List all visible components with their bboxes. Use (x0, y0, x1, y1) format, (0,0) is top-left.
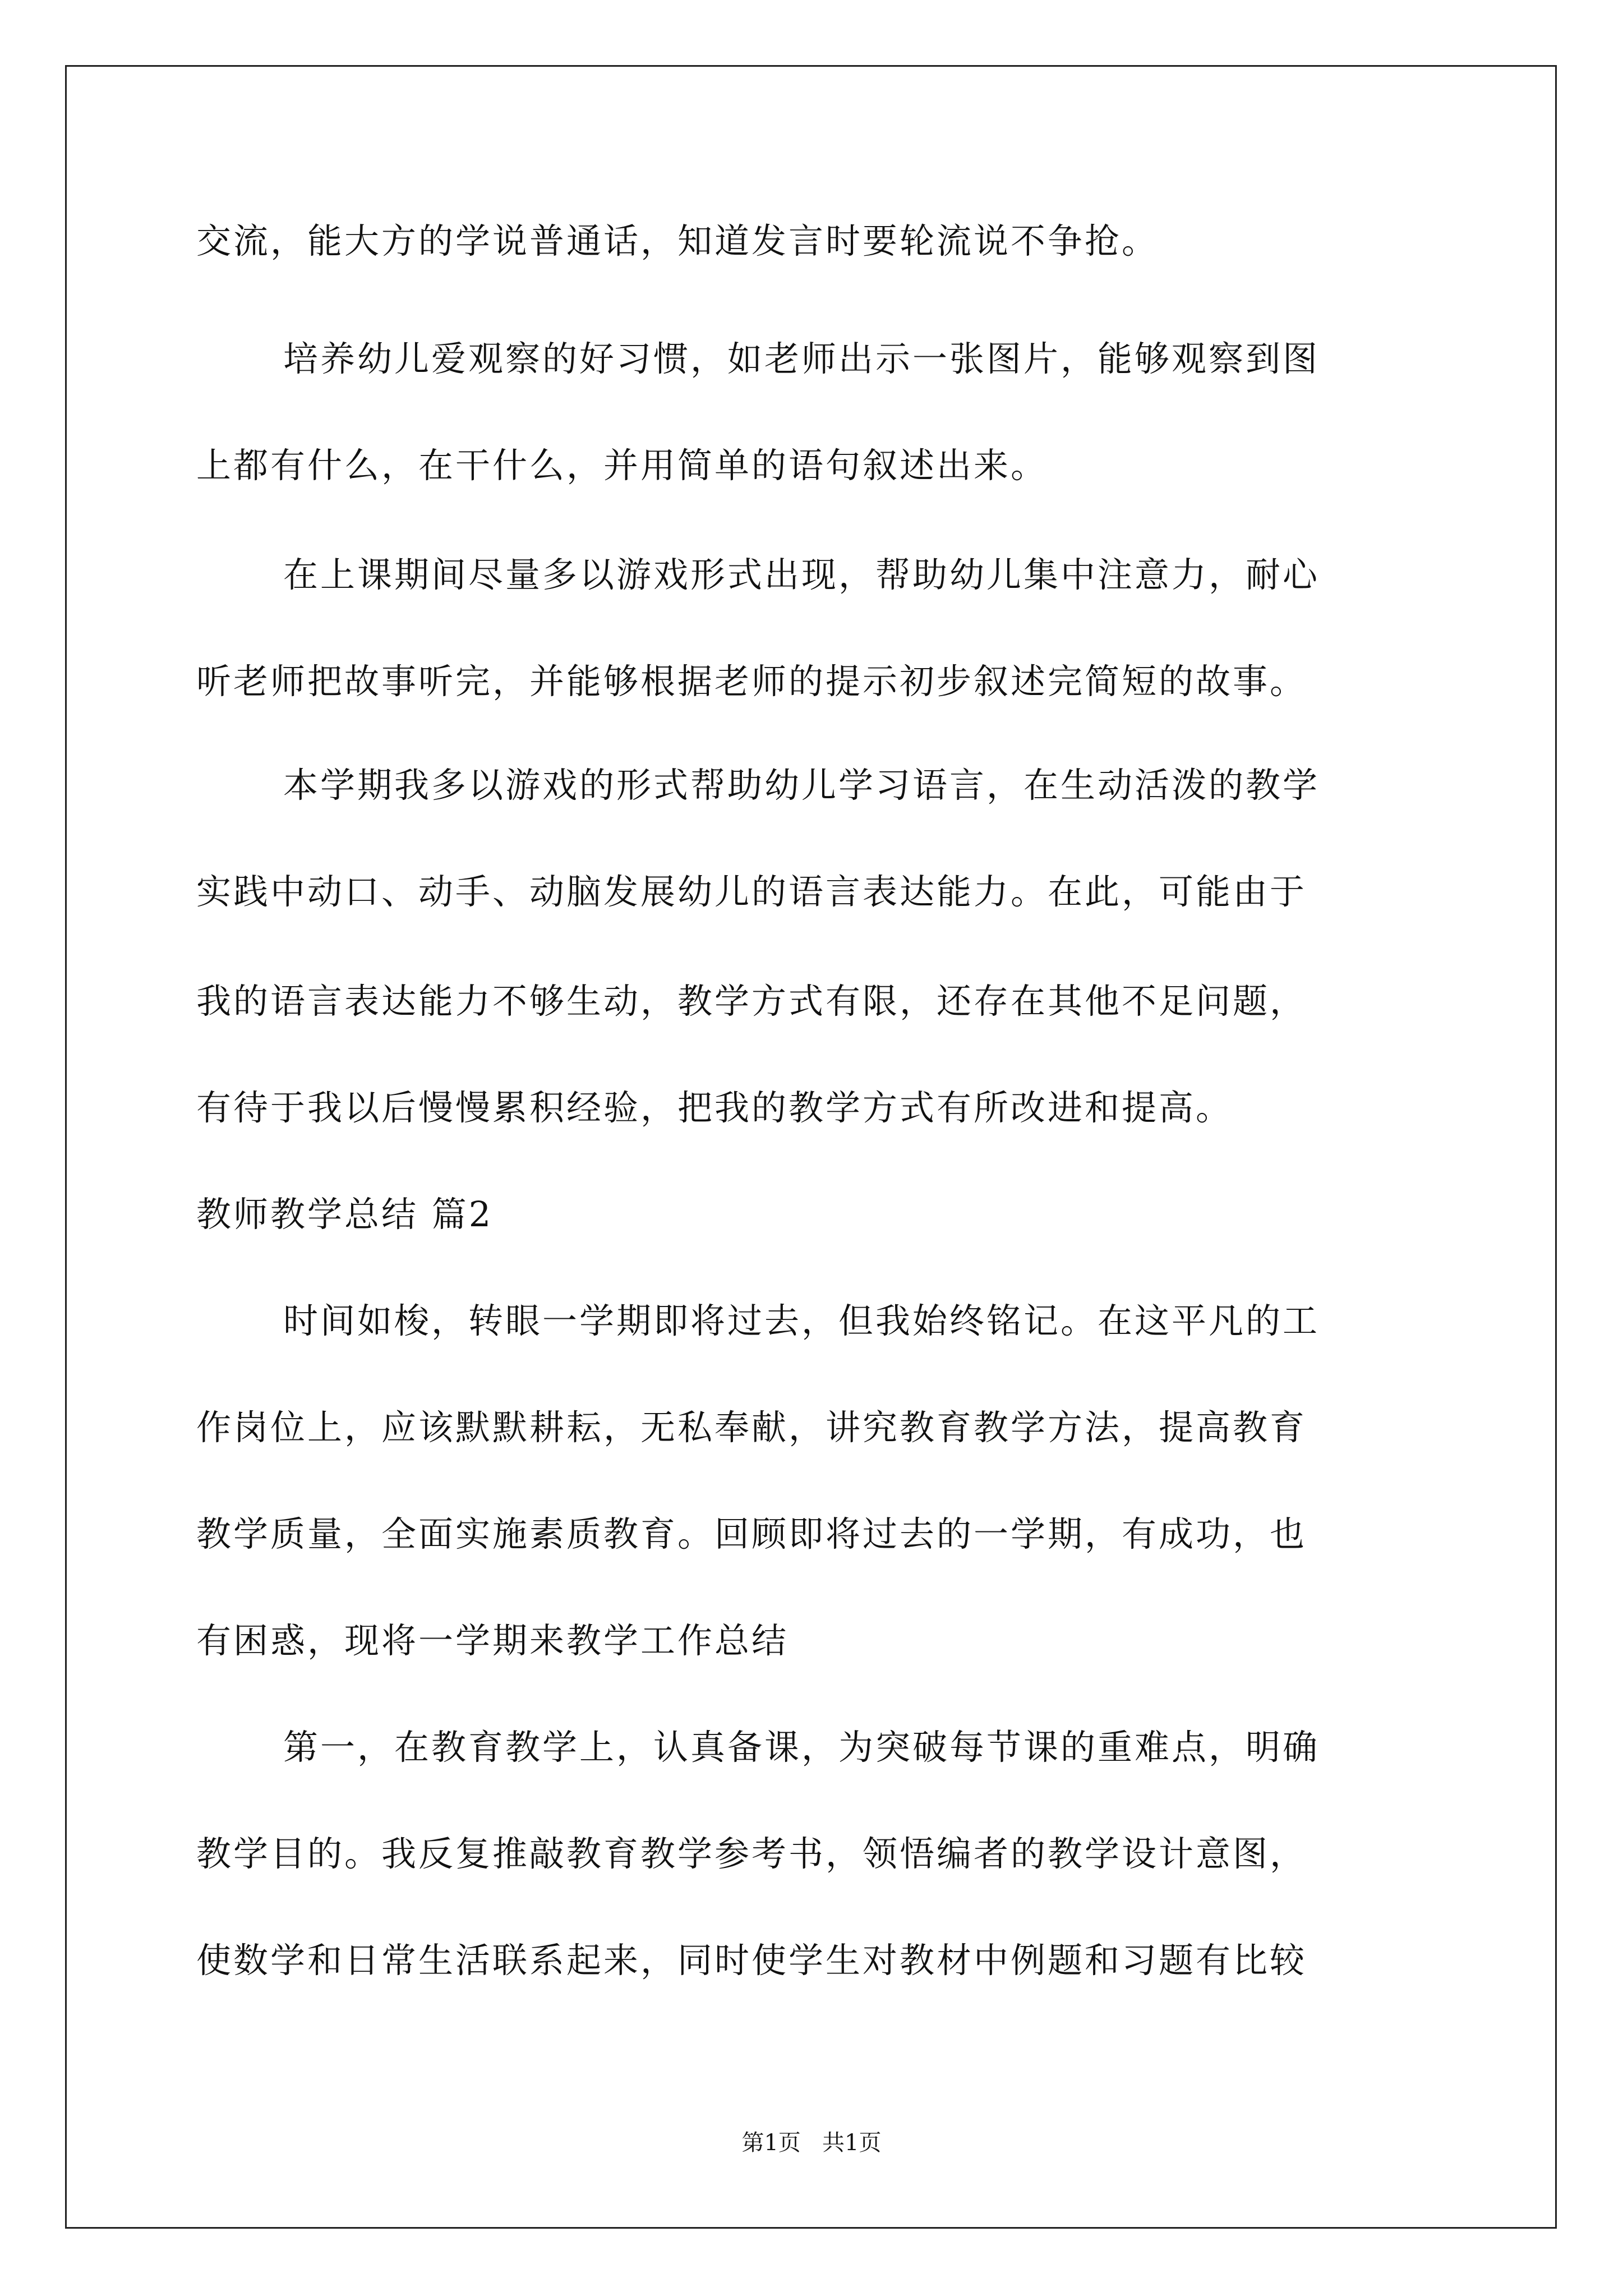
page-footer: 第1页 共1页 (741, 2130, 882, 2156)
text-line: 在上课期间尽量多以游戏形式出现，帮助幼儿集中注意力，耐心 (283, 554, 1320, 595)
text-line: 本学期我多以游戏的形式帮助幼儿学习语言，在生动活泼的教学 (283, 765, 1320, 806)
text-line: 第一，在教育教学上，认真备课，为突破每节课的重难点，明确 (283, 1727, 1320, 1768)
text-line: 有待于我以后慢慢累积经验，把我的教学方式有所改进和提高。 (196, 1087, 1233, 1128)
text-line: 交流，能大方的学说普通话，知道发言时要轮流说不争抢。 (196, 220, 1159, 261)
text-line: 使数学和日常生活联系起来，同时使学生对教材中例题和习题有比较 (196, 1940, 1307, 1981)
text-line: 时间如梭，转眼一学期即将过去，但我始终铭记。在这平凡的工 (283, 1300, 1320, 1341)
text-line: 实践中动口、动手、动脑发展幼儿的语言表达能力。在此，可能由于 (196, 871, 1307, 912)
text-line: 有困惑，现将一学期来教学工作总结 (196, 1620, 789, 1661)
text-line: 作岗位上，应该默默耕耘，无私奉献，讲究教育教学方法，提高教育 (196, 1407, 1307, 1448)
text-line: 上都有什么，在干什么，并用简单的语句叙述出来。 (196, 445, 1048, 486)
text-line: 听老师把故事听完，并能够根据老师的提示初步叙述完简短的故事。 (196, 661, 1307, 702)
page-border (65, 65, 1557, 2229)
text-line: 教学目的。我反复推敲教育教学参考书，领悟编者的教学设计意图， (196, 1833, 1307, 1874)
section-heading: 教师教学总结 篇2 (196, 1194, 494, 1235)
text-line: 我的语言表达能力不够生动，教学方式有限，还存在其他不足问题， (196, 981, 1307, 1022)
text-line: 培养幼儿爱观察的好习惯，如老师出示一张图片，能够观察到图 (283, 338, 1320, 379)
text-line: 教学质量，全面实施素质教育。回顾即将过去的一学期，有成功，也 (196, 1513, 1307, 1554)
